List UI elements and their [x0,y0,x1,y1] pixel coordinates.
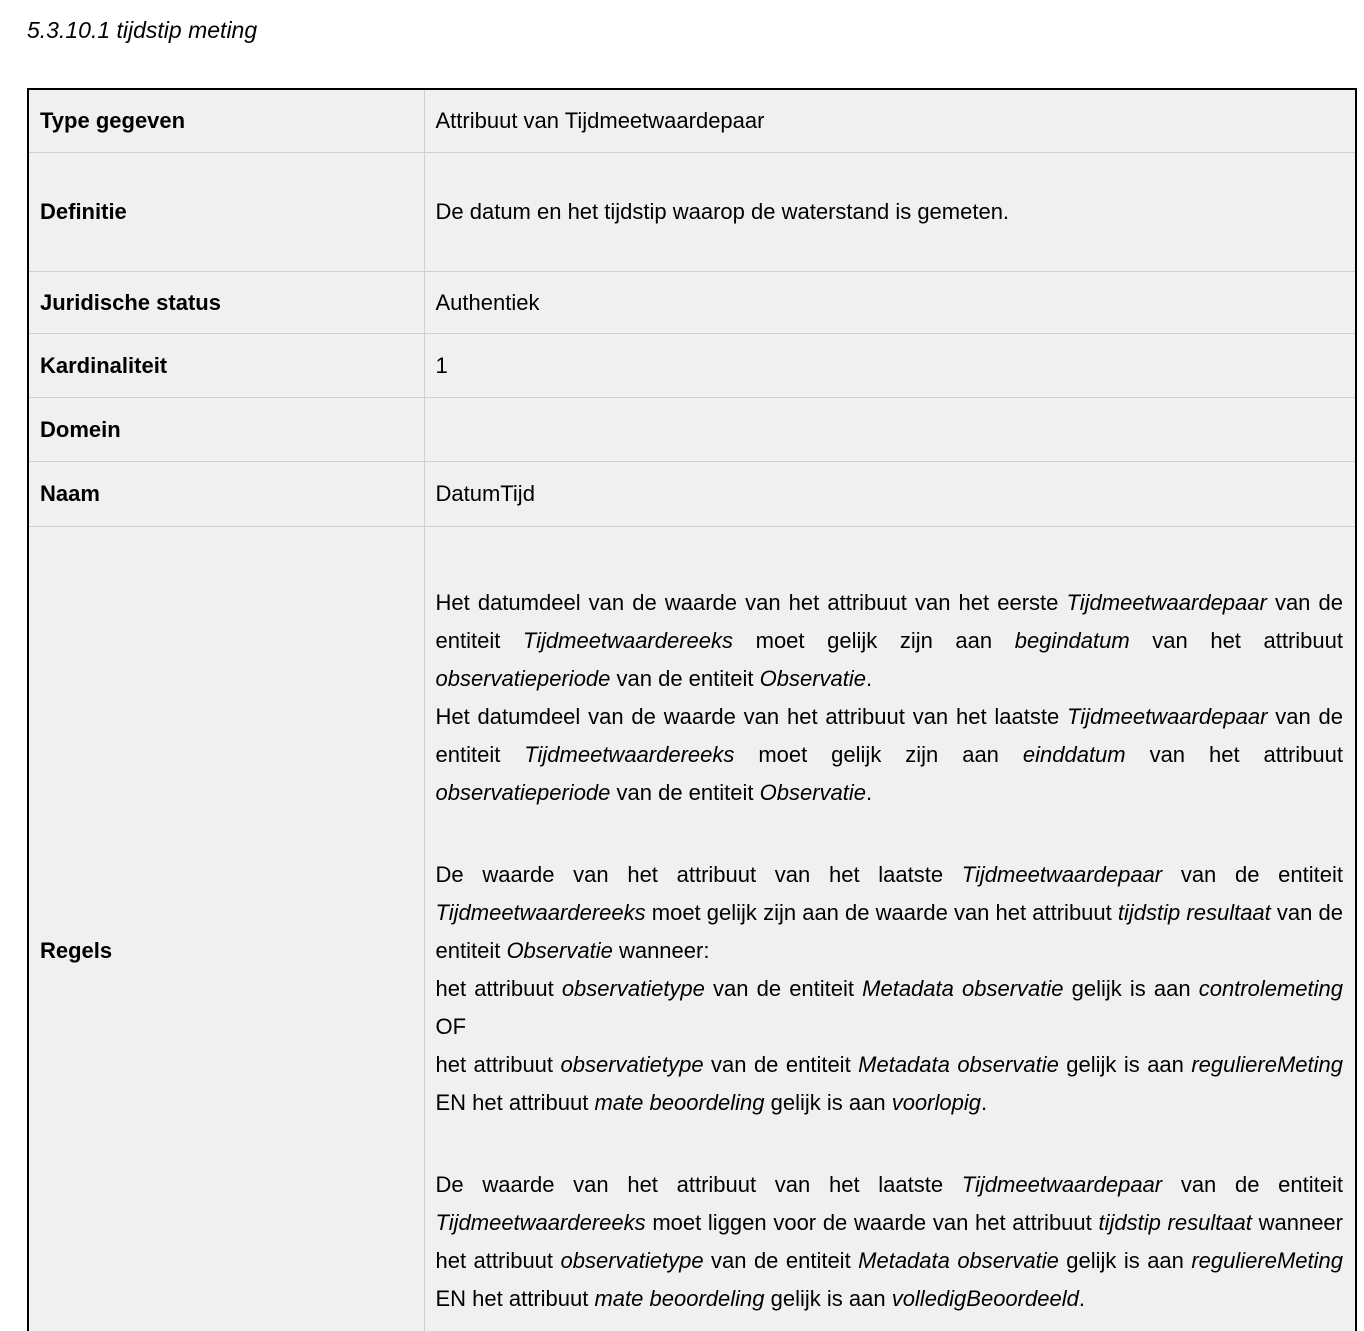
italic-term: tijdstip resultaat [1117,899,1271,925]
label-regels: Regels [28,527,424,1331]
text-run: . [980,1089,988,1115]
value-naam: DatumTijd [424,462,1356,527]
label-naam: Naam [28,462,424,527]
italic-term: Tijdmeetwaardereeks [522,627,734,653]
text-run: gelijk is aan [764,1285,892,1311]
text-run: De waarde van het attribuut van het laatste [435,1171,962,1197]
text-run: het attribuut [435,975,562,1001]
italic-term: reguliereMeting [1191,1247,1343,1273]
text-run: van de entiteit [435,899,1343,963]
italic-term: controlemeting [1198,975,1344,1001]
italic-term: volledigBeoordeeld [891,1285,1079,1311]
italic-term: voorlopig [891,1089,981,1115]
text-run: gelijk is aan [1058,1051,1192,1077]
italic-term: mate beoordeling [594,1285,765,1311]
text-run: van de entiteit [1162,1171,1343,1197]
text-run: van de entiteit [703,1247,859,1273]
text-run: Het datumdeel van de waarde van het attribuut van het eerste [435,589,1067,615]
italic-term: Tijdmeetwaardereeks [435,1209,646,1235]
text-run: gelijk is aan [1063,975,1199,1001]
text-run: gelijk is aan [764,1089,892,1115]
text-run: EN het attribuut [435,1089,595,1115]
italic-term: observatietype [560,1247,704,1273]
text-run: moet gelijk zijn aan [733,627,1015,653]
regels-sentence [436,584,1344,698]
text-run: De waarde van het attribuut van het laatste [435,861,962,887]
label-domein: Domein [28,398,424,462]
italic-term: Metadata observatie [858,1051,1059,1077]
text-run: EN het attribuut [435,1285,595,1311]
text-run: moet liggen voor de waarde van het attribuut [645,1209,1099,1235]
section-heading: 5.3.10.1 tijdstip meting [27,17,258,43]
text-run: van de entiteit [1162,861,1343,887]
text-run: Het datumdeel van de waarde van het attribuut van het laatste [435,703,1068,729]
italic-term: Tijdmeetwaardepaar [961,1171,1163,1197]
italic-term: Metadata observatie [862,975,1064,1001]
text-run: . [1078,1285,1085,1311]
text-run: wanneer: [612,937,710,963]
value-domein [424,398,1356,462]
italic-term: Tijdmeetwaardereeks [524,741,735,767]
text-run: van het attribuut [1125,741,1343,767]
regels-sentence [436,698,1344,812]
text-run: moet gelijk zijn aan de waarde van het attribuut [645,899,1118,925]
text-run: van de entiteit [703,1051,859,1077]
text-run: moet gelijk zijn aan [734,741,1023,767]
regels-sentence [436,856,1344,970]
italic-term: observatietype [561,975,705,1001]
text-run: van de entiteit [435,703,1343,767]
italic-term: observatietype [560,1051,704,1077]
text-run: gelijk is aan [1058,1247,1192,1273]
label-juridische-status: Juridische status [28,272,424,334]
text-run: wanneer het attribuut [435,1209,1343,1273]
regels-paragraph-group [436,856,1344,1122]
value-regels [424,527,1356,1331]
label-definitie: Definitie [28,153,424,272]
italic-term: Observatie [759,779,867,805]
value-kardinaliteit: 1 [424,334,1356,398]
row-type-gegeven [28,89,1356,153]
italic-term: mate beoordeling [594,1089,765,1115]
row-regels [28,527,1356,1331]
regels-sentence [436,1166,1344,1318]
regels-sentence [436,970,1344,1046]
italic-term: einddatum [1022,741,1126,767]
italic-term: Tijdmeetwaardepaar [1067,703,1268,729]
text-run: . [866,779,873,805]
text-run: van de entiteit [610,665,760,691]
italic-term: Tijdmeetwaardepaar [961,861,1163,887]
text-run: van de entiteit [704,975,863,1001]
italic-term: Tijdmeetwaardepaar [1066,589,1267,615]
italic-term: Metadata observatie [858,1247,1059,1273]
text-run: van het attribuut [1129,627,1343,653]
attribute-spec-table [27,88,1357,1331]
regels-paragraph-group [436,584,1344,812]
italic-term: observatieperiode [435,779,611,805]
text-run: het attribuut [435,1051,561,1077]
italic-term: tijdstip resultaat [1098,1209,1252,1235]
regels-paragraph-group [436,1166,1344,1318]
text-run: OF [435,1013,467,1039]
value-definitie: De datum en het tijdstip waarop de waterstand is gemeten. [424,153,1356,272]
italic-term: Observatie [759,665,867,691]
italic-term: reguliereMeting [1191,1051,1343,1077]
row-naam [28,462,1356,527]
text-run: . [866,665,873,691]
text-run: van de entiteit [435,589,1343,653]
label-type-gegeven: Type gegeven [28,89,424,153]
italic-term: observatieperiode [435,665,611,691]
italic-term: Observatie [506,937,613,963]
text-run: van de entiteit [610,779,760,805]
value-type-gegeven: Attribuut van Tijdmeetwaardepaar [424,89,1356,153]
italic-term: begindatum [1014,627,1130,653]
regels-sentence [436,1046,1344,1122]
row-juridische-status [28,272,1356,334]
row-kardinaliteit [28,334,1356,398]
italic-term: Tijdmeetwaardereeks [435,899,646,925]
value-juridische-status: Authentiek [424,272,1356,334]
label-kardinaliteit: Kardinaliteit [28,334,424,398]
row-definitie [28,153,1356,272]
row-domein [28,398,1356,462]
